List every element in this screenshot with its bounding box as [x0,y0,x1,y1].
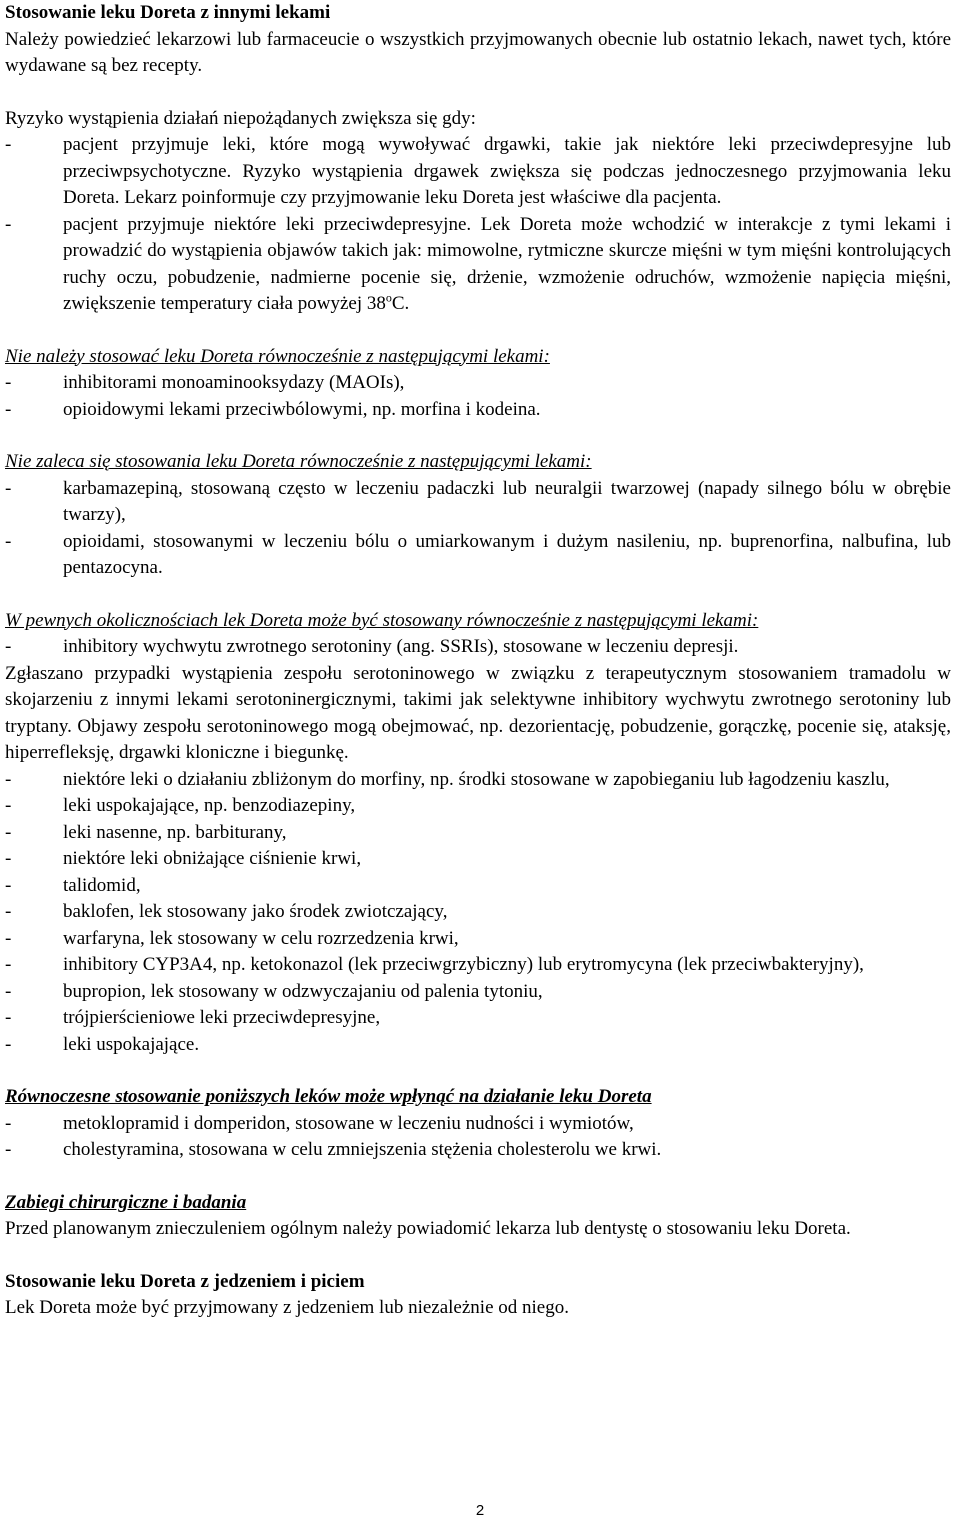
list-item: - bupropion, lek stosowany w odzwyczajaniu od palenia tytoniu, [5,979,951,1006]
list-item: - inhibitory CYP3A4, np. ketokonazol (lek przeciwgrzybiczny) lub erytromycyna (lek przeciwbakteryjny), [5,952,951,979]
contraindicated-list [5,370,951,423]
serotonin-paragraph: Zgłaszano przypadki wystąpienia zespołu serotoninowego w związku z terapeutycznym stosowaniem tramadolu w skojarzeniu z innymi lekami serotoninergicznymi, takimi jak selektywne inhibitory wychwytu zwrotnego serotoniny lub tryptany. Objawy zespołu serotoninowego mogą obejmować, np. dezorientację, pobudzenie, gorączkę, pocenie się, ataksję, hiperrefleksję, drgawki kloniczne i biegunkę. [5,662,951,763]
list-item: - leki uspokajające. [5,1032,951,1059]
food-paragraph: Lek Doreta może być przyjmowany z jedzeniem lub niezależnie od niego. [5,1297,569,1318]
list-item: - karbamazepiną, stosowaną często w leczeniu padaczki lub neuralgii twarzowej (napady silnego bólu w obrębie twarzy), [5,476,951,529]
heading-contraindicated: Nie należy stosować leku Doreta równocześnie z następującymi lekami: [5,345,550,367]
surgery-paragraph: Przed planowanym znieczuleniem ogólnym należy powiadomić lekarza lub dentystę o stosowaniu leku Doreta. [5,1218,851,1239]
list-item: - talidomid, [5,873,951,900]
degree-symbol: o [385,290,392,305]
list-item: - leki uspokajające, np. benzodiazepiny, [5,793,951,820]
list-item: - opioidowymi lekami przeciwbólowymi, np. morfina i kodeina. [5,397,951,424]
not-recommended-list [5,476,951,582]
list-item: - warfaryna, lek stosowany w celu rozrzedzenia krwi, [5,926,951,953]
heading-conditional: W pewnych okolicznościach lek Doreta może być stosowany równocześnie z następującymi lekami: [5,609,759,631]
conditional-list [5,767,951,1059]
list-item: - niektóre leki o działaniu zbliżonym do morfiny, np. środki stosowane w zapobieganiu lub łagodzeniu kaszlu, [5,767,951,794]
list-item: - opioidami, stosowanymi w leczeniu bólu o umiarkowanym i dużym nasileniu, np. buprenorfina, nalbufina, lub pentazocyna. [5,529,951,582]
heading-food: Stosowanie leku Doreta z jedzeniem i piciem [5,1270,365,1292]
document-page [5,0,951,1322]
degree-unit: C. [391,293,410,314]
conditional-first-list [5,634,951,661]
heading-surgery: Zabiegi chirurgiczne i badania [5,1191,247,1213]
list-item-text: pacjent przyjmuje niektóre leki przeciwdepresyjne. Lek Doreta może wchodzić w interakcje z tymi lekami i prowadzić do wystąpienia objawów takich jak: mimowolne, rytmiczne skurcze mięśni w tym mięśni kontrolujących ruchy oczu, pobudzenie, nadmierne pocenie się, drżenie, wzmożenie odruchów, wzmożenie napięcia mięśni, zwiększenie temperatury ciała powyżej 38 [63,213,951,314]
list-item: - leki nasenne, np. barbiturany, [5,820,951,847]
section-interactions [5,0,951,318]
section-not-recommended [5,449,951,582]
list-item: - inhibitorami monoaminooksydazy (MAOIs), [5,370,951,397]
affecting-drugs-list [5,1111,951,1164]
list-item: - metoklopramid i domperidon, stosowane w leczeniu nudności i wymiotów, [5,1111,951,1138]
page-number: 2 [475,1502,485,1519]
heading-affecting-drugs: Równoczesne stosowanie poniższych leków może wpłynąć na działanie leku Doreta [5,1086,652,1107]
intro-paragraph: Należy powiedzieć lekarzowi lub farmaceucie o wszystkich przyjmowanych obecnie lub ostatnio lekach, nawet tych, które wydawane są bez recepty. [5,28,951,76]
section-conditional [5,608,951,1059]
list-item: - cholestyramina, stosowana w celu zmniejszenia stężenia cholesterolu we krwi. [5,1137,951,1164]
list-item: - baklofen, lek stosowany jako środek zwiotczający, [5,899,951,926]
heading-interactions: Stosowanie leku Doreta z innymi lekami [5,2,331,23]
list-item [5,212,951,318]
section-surgery [5,1190,951,1243]
section-food [5,1269,951,1322]
list-item: - niektóre leki obniżające ciśnienie krwi, [5,846,951,873]
list-item: - pacjent przyjmuje leki, które mogą wywoływać drgawki, takie jak niektóre leki przeciwdepresyjne lub przeciwpsychotyczne. Ryzyko wystąpienia drgawek zwiększa się podczas jednoczesnego przyjmowania leku Doreta. Lekarz poinformuje czy przyjmowanie leku Doreta jest właściwe dla pacjenta. [5,132,951,212]
heading-not-recommended: Nie zaleca się stosowania leku Doreta równocześnie z następującymi lekami: [5,451,592,472]
risk-lead: Ryzyko wystąpienia działań niepożądanych zwiększa się gdy: [5,107,476,129]
section-contraindicated [5,344,951,424]
risk-list [5,132,951,318]
list-item: - trójpierścieniowe leki przeciwdepresyjne, [5,1005,951,1032]
list-item: - inhibitory wychwytu zwrotnego serotoniny (ang. SSRIs), stosowane w leczeniu depresji. [5,634,951,661]
section-affecting-drugs [5,1084,951,1164]
